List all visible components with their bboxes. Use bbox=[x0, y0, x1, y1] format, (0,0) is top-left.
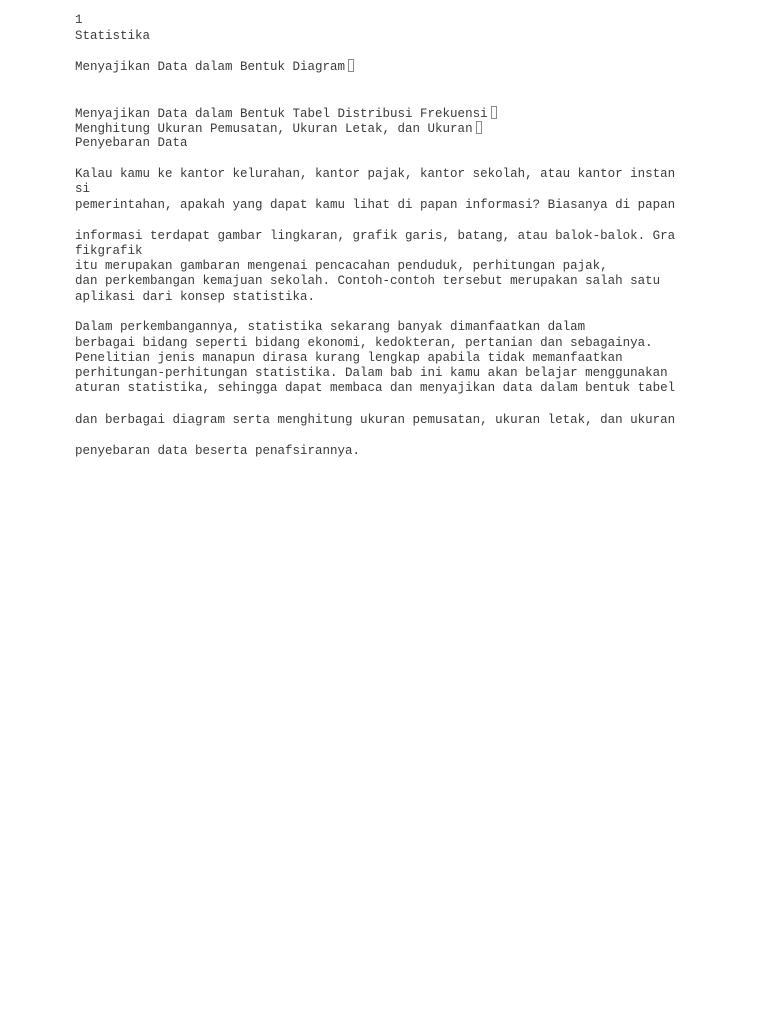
topic-text: Menghitung Ukuran Pemusatan, Ukuran Letak, dan Ukuran bbox=[75, 122, 473, 136]
paragraph-line: perhitungan-perhitungan statistika. Dalam bab ini kamu akan belajar menggunakan bbox=[75, 366, 668, 380]
paragraph-line: aplikasi dari konsep statistika. bbox=[75, 290, 316, 304]
topic-text: Menyajikan Data dalam Bentuk Diagram bbox=[75, 60, 346, 74]
missing-glyph-icon bbox=[491, 106, 497, 119]
paragraph-line: informasi terdapat gambar lingkaran, grafik garis, batang, atau balok-balok. Gra bbox=[75, 229, 676, 243]
paragraph-line: Kalau kamu ke kantor kelurahan, kantor pajak, kantor sekolah, atau kantor instan bbox=[75, 167, 676, 181]
missing-glyph-icon bbox=[476, 121, 482, 134]
paragraph-line: Penelitian jenis manapun dirasa kurang lengkap apabila tidak memanfaatkan bbox=[75, 351, 623, 365]
page-number: 1 bbox=[75, 13, 83, 27]
paragraph-line: Dalam perkembangannya, statistika sekarang banyak dimanfaatkan dalam bbox=[75, 320, 586, 334]
topic-line: Penyebaran Data bbox=[75, 136, 188, 150]
paragraph-line: pemerintahan, apakah yang dapat kamu lihat di papan informasi? Biasanya di papan bbox=[75, 198, 676, 212]
topic-line bbox=[75, 59, 354, 75]
missing-glyph-icon bbox=[348, 59, 354, 72]
topic-line bbox=[75, 106, 497, 122]
paragraph-line: berbagai bidang seperti bidang ekonomi, kedokteran, pertanian dan sebagainya. bbox=[75, 336, 653, 350]
paragraph-line: fikgrafik bbox=[75, 244, 143, 258]
topic-line bbox=[75, 121, 482, 137]
chapter-title: Statistika bbox=[75, 29, 151, 43]
paragraph-line: aturan statistika, sehingga dapat membaca dan menyajikan data dalam bentuk tabel bbox=[75, 381, 676, 395]
paragraph-line: itu merupakan gambaran mengenai pencacahan penduduk, perhitungan pajak, bbox=[75, 259, 608, 273]
paragraph-line: dan perkembangan kemajuan sekolah. Contoh-contoh tersebut merupakan salah satu bbox=[75, 274, 661, 288]
paragraph-line: penyebaran data beserta penafsirannya. bbox=[75, 444, 361, 458]
topic-text: Menyajikan Data dalam Bentuk Tabel Distribusi Frekuensi bbox=[75, 107, 488, 121]
paragraph-line: dan berbagai diagram serta menghitung ukuran pemusatan, ukuran letak, dan ukuran bbox=[75, 413, 676, 427]
paragraph-line: si bbox=[75, 182, 91, 196]
